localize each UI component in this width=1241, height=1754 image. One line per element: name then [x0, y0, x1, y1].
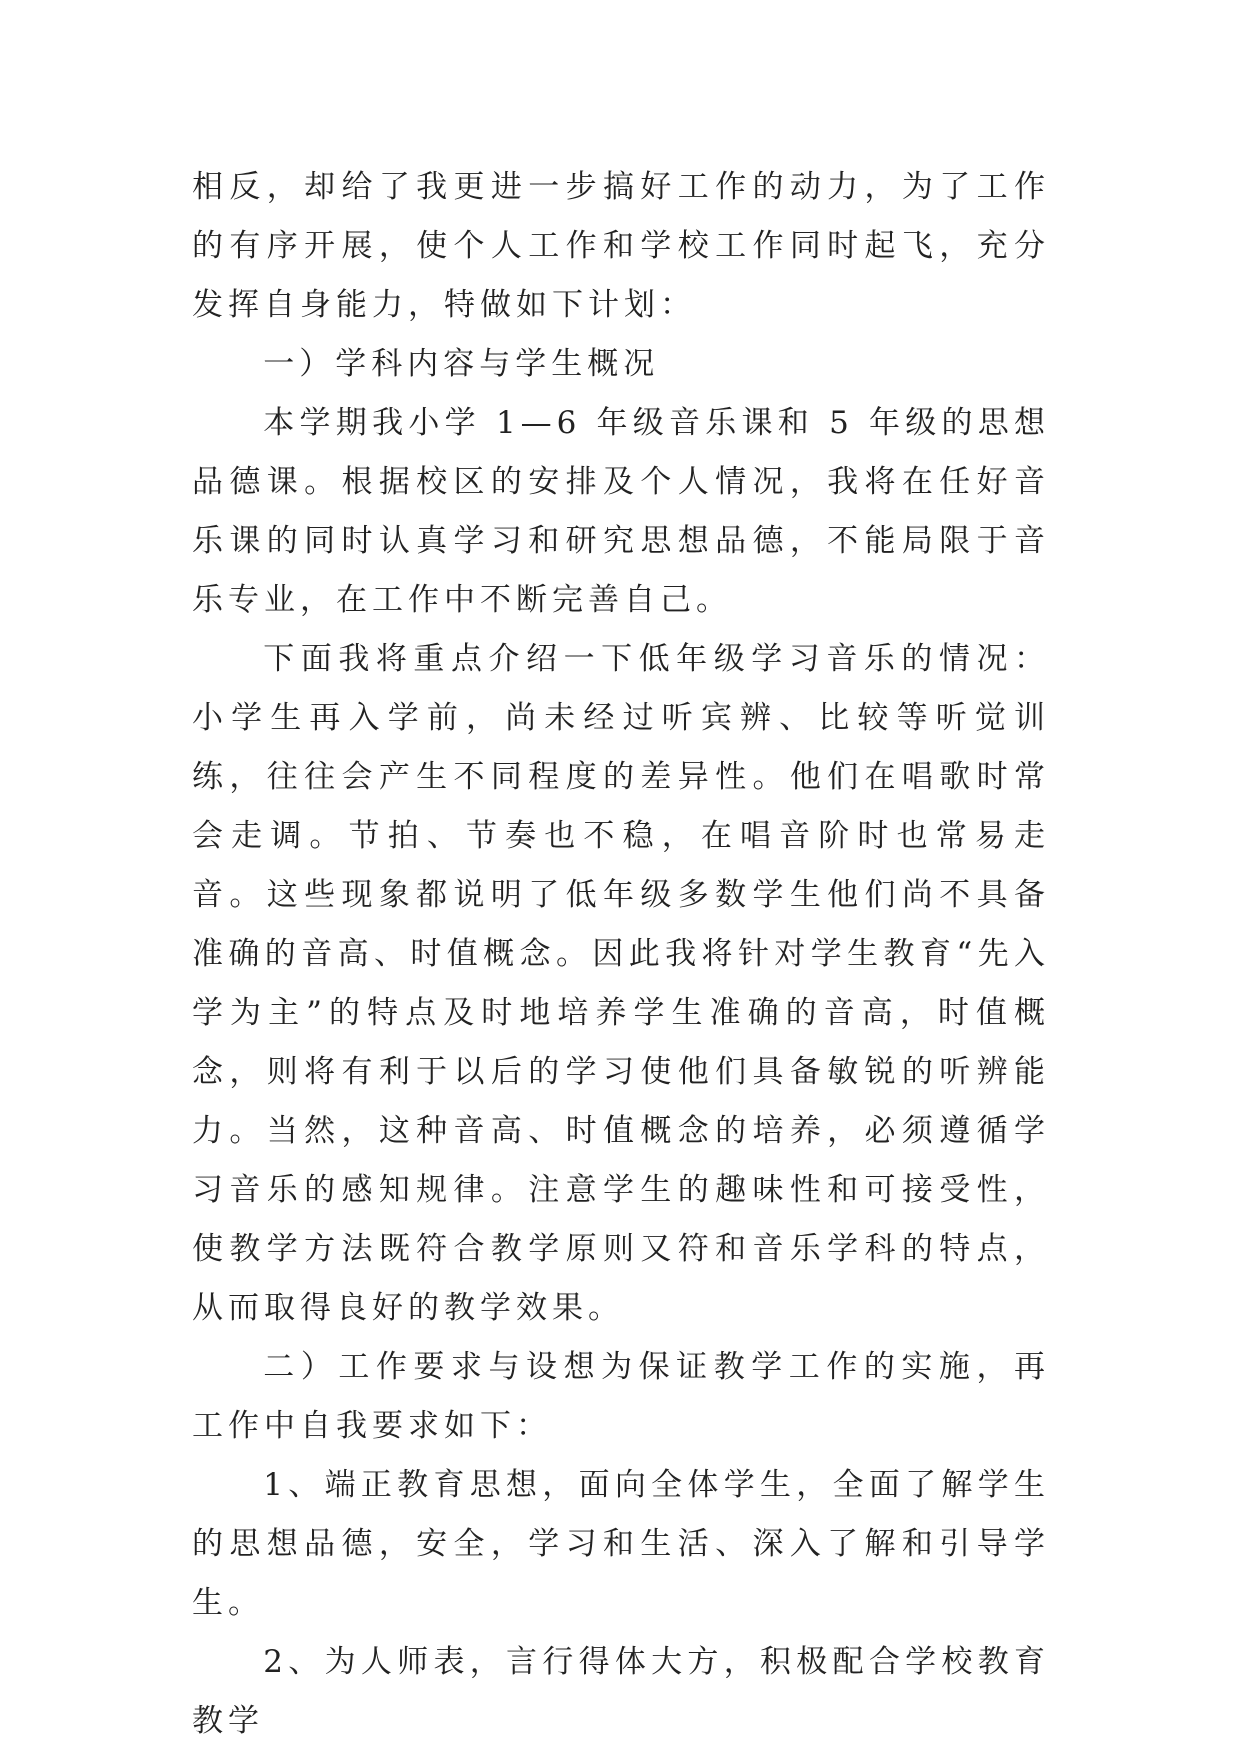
paragraph-lower-grade-music: 下面我将重点介绍一下低年级学习音乐的情况：小学生再入学前，尚未经过听宾辨、比较等听觉训练，往往会产生不同程度的差异性。他们在唱歌时常会走调。节拍、节奏也不稳，在唱音阶时也常易走音。这些现象都说明了低年级多数学生他们尚不具备准确的音高、时值概念。因此我将针对学生教育“先入学为主”的特点及时地培养学生准确的音高，时值概念，则将有利于以后的学习使他们具备敏锐的听辨能力。当然，这种音高、时值概念的培养，必须遵循学习音乐的感知规律。注意学生的趣味性和可接受性，使教学方法既符合教学原则又符和音乐学科的特点，从而取得良好的教学效果。	[192, 641, 1050, 1326]
paragraph-plan-intro: 相反，却给了我更进一步搞好工作的动力，为了工作的有序开展，使个人工作和学校工作同时起飞，充分发挥自身能力，特做如下计划：	[192, 169, 1050, 323]
section-heading-work-requirements: 二）工作要求与设想为保证教学工作的实施，再工作中自我要求如下：	[192, 1349, 1050, 1444]
paragraph-semester-courses: 本学期我小学 1—6 年级音乐课和 5 年级的思想品德课。根据校区的安排及个人情况，我将在任好音乐课的同时认真学习和研究思想品德，不能局限于音乐专业，在工作中不断完善自己。	[192, 405, 1050, 618]
list-item-2: 2、为人师表，言行得体大方，积极配合学校教育教学	[192, 1644, 1050, 1739]
list-item-1: 1、端正教育思想，面向全体学生，全面了解学生的思想品德，安全，学习和生活、深入了解和引导学生。	[192, 1467, 1050, 1621]
document-body	[192, 158, 1050, 1751]
section-heading-subject-overview: 一）学科内容与学生概况	[263, 346, 660, 382]
